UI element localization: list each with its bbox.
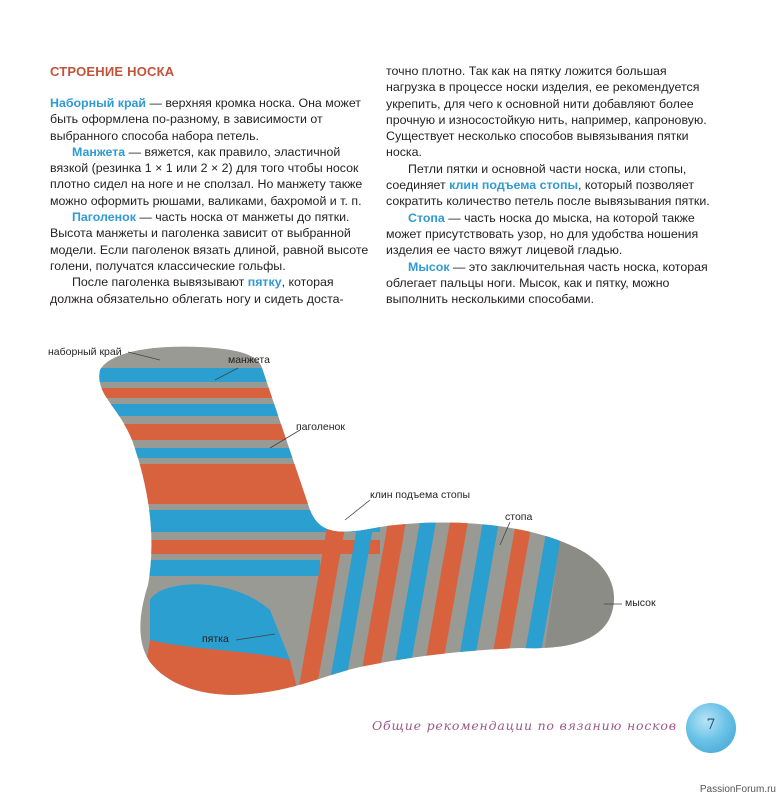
term-toe: Мысок (408, 259, 450, 274)
term-cast-on-edge: Наборный край (50, 96, 147, 110)
text-heel-after: , которая должна обязательно облегать ногу и сидеть доста- (50, 275, 344, 306)
term-leg: Паголенок (72, 210, 136, 225)
label-foot: стопа (505, 511, 533, 523)
text-cuff: — вяжется, как правило, эластичной вязкой (резинка 1 × 1 или 2 × 2) для того чтобы носок плотно сидел на ноге и не сползал. Но манжету также можно оформить рюшами, валиками, бахромой и т. п. (50, 144, 363, 208)
label-toe: мысок (625, 597, 656, 609)
term-gusset: клин подъема стопы (449, 178, 579, 193)
text-cast-on-edge: — верхняя кромка носка. Она может быть оформлена по-разному, в зависимости от выбранного способа набора петель. (50, 96, 361, 143)
label-leg: паголенок (296, 421, 345, 433)
text-toe: — это заключительная часть носка, которая облегает пальцы ноги. Мысок, как и пятку, можно выполнить несколькими способами. (386, 259, 708, 307)
text-gusset-after: , который позволяет сократить количество петель после вывязывания пятки. (386, 178, 710, 209)
text-leg: — часть носка от манжеты до пятки. Высота манжеты и паголенка зависит от выбранной модели. Если паголенок вязать длиной, равной высоте голени, получатся классические гольфы. (50, 210, 369, 273)
text-foot: — часть носка до мыска, на которой также может присутствовать узор, но для удобства ношения изделия ее часто вяжут лицевой гладью. (386, 210, 699, 258)
label-cuff: манжета (228, 354, 270, 366)
yarn-ball-icon (686, 703, 736, 753)
paragraph-heel-cont: точно плотно. Так как на пятку ложится большая нагрузка в процессе носки изделия, ее рекомендуется укрепить, для чего к основной нити добавляют более прочную и износостойкую нить, например, капроновую. Существует несколько способов вывязывания пятки носка. (386, 64, 707, 160)
text-gusset-before: Петли пятки и основной части носка, или стопы, соединяет (386, 161, 687, 193)
sock-body (80, 340, 640, 710)
watermark: PassionForum.ru (699, 784, 776, 795)
label-heel: пятка (202, 633, 229, 645)
term-foot: Стопа (408, 210, 445, 225)
label-cast-on-edge: наборный край (48, 346, 122, 358)
term-heel: пятку (247, 275, 282, 290)
label-gusset: клин подъема стопы (370, 489, 471, 501)
running-title: Общие рекомендации по вязанию носков (372, 718, 677, 733)
text-heel-before: После паголенка вывязывают (72, 275, 248, 290)
page-number: 7 (706, 717, 716, 733)
section-heading: СТРОЕНИЕ НОСКА (50, 64, 175, 79)
term-cuff: Манжета (72, 144, 126, 159)
